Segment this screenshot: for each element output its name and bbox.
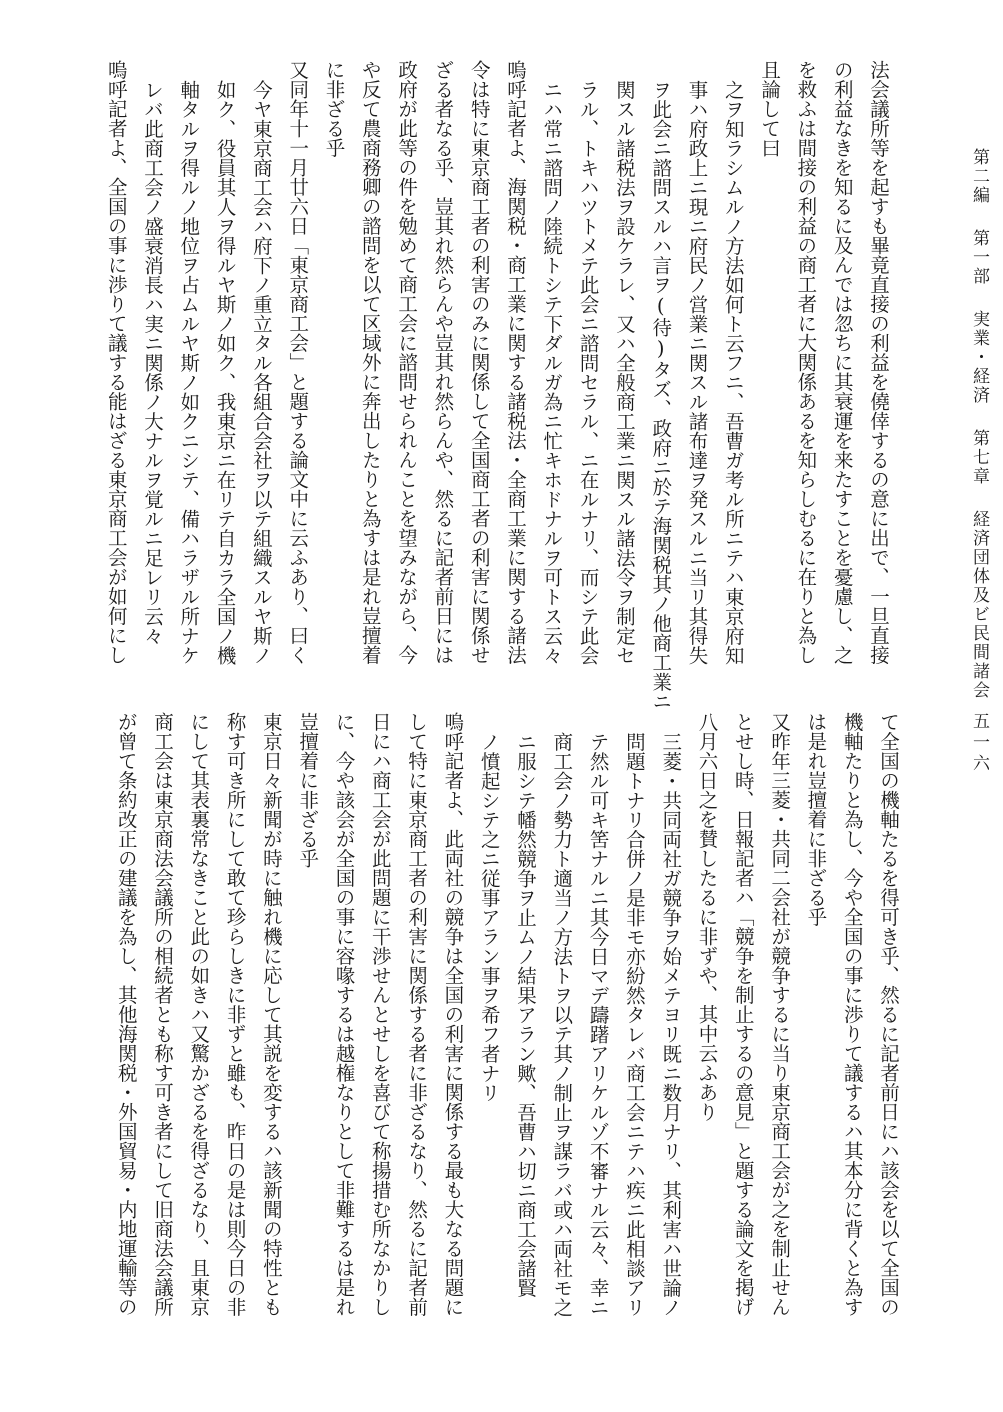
column-text: とせし時、日報記者ハ「競争を制止するの意見」と題する論文を掲げ (731, 712, 755, 1317)
text-column (495, 60, 525, 682)
column-text: して特に東京商工者の利害に関係する者に非ざるなり、然るに記者前 (405, 712, 429, 1317)
text-column (822, 60, 852, 682)
text-column (713, 60, 743, 682)
text-column (640, 60, 673, 711)
column-text: 今ヤ東京商工会ハ府下ノ重立タル各組合会社ヲ以テ組織スルヤ斯ノ (249, 80, 273, 665)
column-text: を救ふは間接の利益の商工者に大関係あるを知らしむるに在りと為し (794, 60, 818, 665)
column-text: 機軸たりと為し、今や全国の事に渉りて議するハ其本分に背くと為す (840, 712, 864, 1317)
column-text: ノ憤起シテ之ニ従事アラン事ヲ希フ者ナリ (477, 732, 501, 1103)
column-text: の利益なきを知るに及んでは忽ちに其衰運を来たすことを憂慮し、之 (830, 60, 854, 665)
column-text: や反て農商務卿の諮問を以て区域外に奔出したりと為すは是れ豈擅着 (358, 60, 382, 665)
text-column (749, 60, 782, 682)
header-section: 第一部 (969, 229, 989, 286)
text-column (459, 60, 489, 682)
column-text: に非ざる乎 (322, 60, 346, 158)
text-column (422, 60, 455, 682)
text-column (287, 712, 320, 1352)
text-column (505, 712, 535, 1352)
column-text: 日にハ商工会が此問題に干渉せんとせしを喜びて称揚措む所なかりし (368, 712, 392, 1317)
text-column (568, 60, 598, 682)
text-column (106, 712, 136, 1352)
column-text: レバ此商工会ノ盛衰消長ハ実ニ関係ノ大ナルヲ覚ルニ足レリ云々 (141, 80, 164, 646)
text-column (868, 712, 898, 1352)
text-column (241, 60, 271, 682)
column-text: は是れ豈擅着に非ざる乎 (804, 712, 828, 927)
column-text: 商工会ノ勢力ト適当ノ方法トヲ以テ其ノ制止ヲ謀ラバ或ハ両社モ之 (550, 732, 574, 1317)
column-text: 令は特に東京商工者の利害のみに関係して全国商工者の利害に関係せ (467, 60, 491, 665)
text-column (360, 712, 390, 1352)
text-column (723, 712, 753, 1352)
column-text: 嗚呼記者よ、海関税・商工業に関する諸税法・全商工業に関する諸法 (504, 60, 527, 665)
page-number: 五一六 (969, 712, 989, 775)
header-subject: 実業・経済 (969, 310, 989, 405)
column-text: 八月六日之を賛したるに非ずや、其中云ふあり (695, 712, 719, 1122)
column-text: 又昨年三菱・共同二会社が競争するに当り東京商工会が之を制止せん (768, 712, 792, 1317)
column-text: 且論して曰 (758, 60, 782, 158)
text-column (96, 60, 126, 682)
column-text: 之ヲ知ラシムルノ方法如何ト云フニ、吾曹ガ考ル所ニテハ東京府知 (721, 80, 745, 665)
column-text: 問題トナリ合併ノ是非モ亦紛然タレバ商工会ニテハ疾ニ此相談アリ (622, 732, 646, 1317)
text-column (531, 60, 564, 682)
text-column (215, 712, 245, 1352)
column-text: 東京日々新聞が時に触れ機に応して其説を変するハ該新聞の特性とも (259, 712, 283, 1317)
text-column (168, 60, 201, 682)
column-text: 法会議所等を起すも畢竟直接の利益を僥倖するの意に出で、一旦直接 (867, 60, 890, 665)
text-column (386, 60, 419, 682)
column-text: ニ服シテ幡然競争ヲ止ムノ結果アラン歟、吾曹ハ切ニ商工会諸賢 (514, 732, 537, 1298)
column-text: 嗚呼記者よ、此両社の競争は全国の利害に関係する最も大なる問題に (441, 712, 465, 1317)
column-text: 政府が此等の件を勉めて商工会に諮問せられんことを望みながら、今 (395, 60, 419, 665)
text-column (277, 60, 310, 682)
text-column (858, 60, 888, 682)
text-column (142, 712, 172, 1352)
column-text: ざる者なる乎、豈其れ然らんや豈其れ然らんや、然るに記者前日には (431, 60, 455, 665)
column-text: テ然ル可キ筈ナルニ其今日マデ躊躇アリケルゾ不審ナル云々、幸ニ (586, 732, 610, 1317)
column-text: て全国の機軸たるを得可き乎、然るに記者前日にハ該会を以て全国の (877, 712, 900, 1317)
column-text: 如ク、役員其人ヲ得ルヤ斯ノ如ク、我東京ニ在リテ自カラ全国ノ機 (213, 80, 237, 665)
running-header (969, 148, 989, 700)
text-column (759, 712, 792, 1352)
text-column (795, 712, 828, 1352)
column-text: 軸タルヲ得ルノ地位ヲ占ムルヤ斯ノ如クニシテ、備ハラザル所ナケ (177, 80, 201, 665)
column-text: が曾て条約改正の建議を為し、其他海関税・外国貿易・内地運輸等の (114, 712, 138, 1317)
column-text: 豈擅着に非ざる乎 (296, 712, 320, 868)
text-column (251, 712, 281, 1352)
text-column (469, 712, 499, 1352)
column-text: に、今や該会が全国の事に容喙するは越権なりとして非難するは是れ (332, 712, 356, 1317)
column-text: 又同年十一月廿六日「東京商工会」と題する論文中に云ふあり、曰く (286, 60, 310, 665)
text-column (205, 60, 235, 682)
header-chapter-title: 経済団体及ビ民間諸会 (969, 510, 989, 700)
column-text: 称す可き所にして敢て珍らしきに非ずと雖も、昨日の是は則今日の非 (223, 712, 247, 1317)
column-text: 三菱・共同両社ガ競争ヲ始メテヨリ既ニ数月ナリ、其利害ハ世論ノ (659, 732, 683, 1317)
text-column (687, 712, 717, 1352)
text-column (132, 60, 162, 682)
text-column (832, 712, 862, 1352)
column-text: 商工会は東京商法会議所の相続者とも称す可き者にして旧商法会議所 (151, 712, 174, 1317)
column-text: ニハ常ニ諮問ノ陸続トシテ下ダルガ為ニ忙キホドナルヲ可トス云々 (540, 80, 564, 665)
text-column (350, 60, 380, 682)
text-column (178, 712, 211, 1352)
column-text: 関スル諸税法ヲ設ケラレ、又ハ全般商工業ニ関スル諸法令ヲ制定セ (612, 80, 636, 665)
column-text: にして其表裏常なきこと此の如きハ又驚かざるを得ざるなり、且東京 (187, 712, 211, 1317)
text-column (578, 712, 608, 1352)
column-text: ヲ此会ニ諮問スルハ言ヲ(待)タズ、政府ニ於テ海関税其ノ他商工業ニ (649, 80, 673, 711)
text-column (396, 712, 429, 1352)
text-column (314, 60, 344, 682)
text-column (614, 712, 644, 1352)
text-column (677, 60, 707, 682)
column-text: 事ハ府政上ニ現ニ府民ノ営業ニ関スル諸布達ヲ発スルニ当リ其得失 (685, 80, 709, 665)
text-column (432, 712, 465, 1352)
text-column (604, 60, 634, 682)
header-chapter: 第七章 (969, 429, 989, 486)
text-column (785, 60, 818, 682)
column-text: ラル、トキハツトメテ此会ニ諮問セラル、ニ在ルナリ、而シテ此会 (576, 80, 600, 665)
header-part: 第二編 (969, 148, 989, 205)
column-text: 嗚呼記者よ、全国の事に渉りて議する能はざる東京商工会が如何にし (104, 60, 128, 665)
text-column (324, 712, 354, 1352)
text-column (541, 712, 574, 1352)
text-column (650, 712, 683, 1352)
